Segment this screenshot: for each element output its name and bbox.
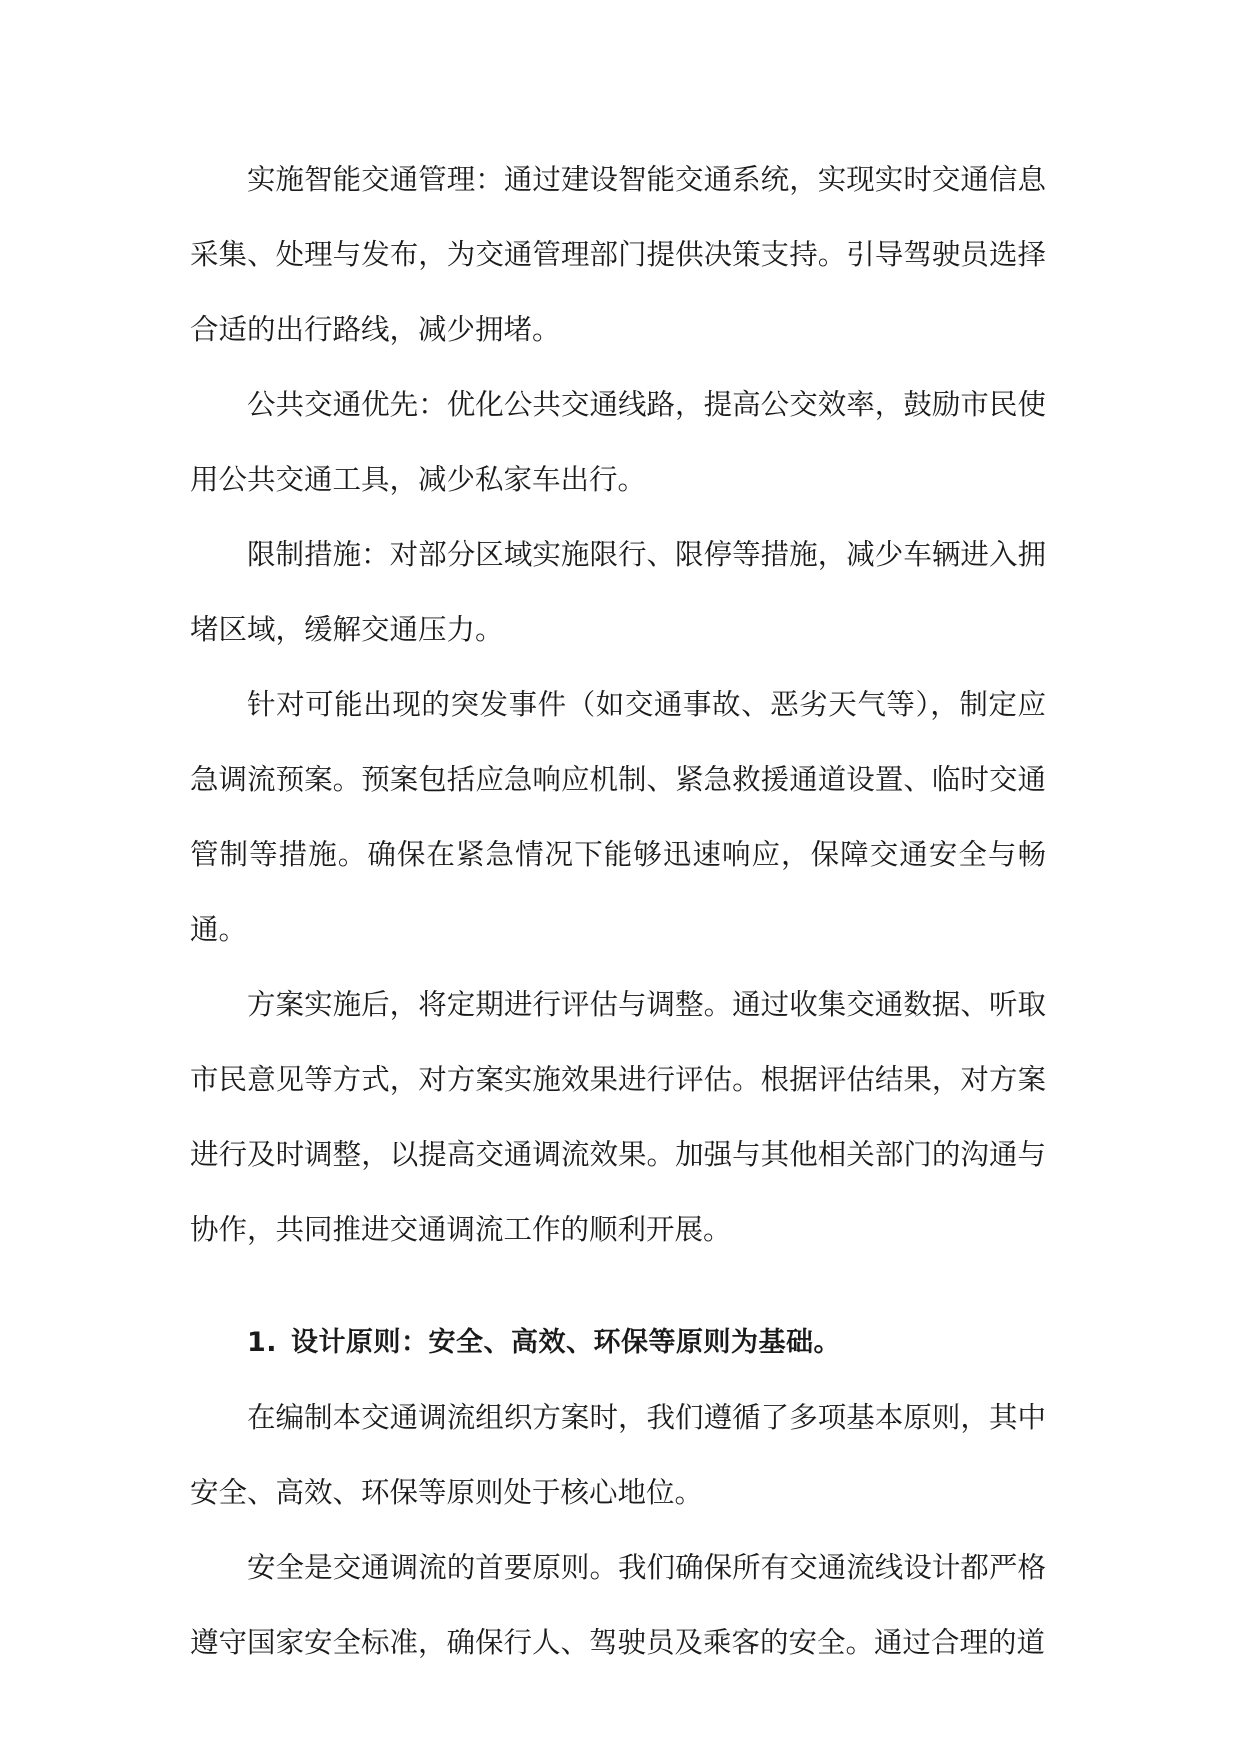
section-title: 设计原则：安全、高效、环保等原则为基础。 <box>291 1327 841 1358</box>
paragraph-safety-principle: 安全是交通调流的首要原则。我们确保所有交通流线设计都严格遵守国家安全标准，确保行人、驾驶员及乘客的安全。通过合理的道 <box>190 1551 1046 1659</box>
section-number: 1. <box>247 1327 278 1358</box>
paragraph-principles-intro: 在编制本交通调流组织方案时，我们遵循了多项基本原则，其中安全、高效、环保等原则处于核心地位。 <box>190 1401 1046 1509</box>
section-heading <box>190 1305 1046 1380</box>
paragraph-smart-traffic: 实施智能交通管理：通过建设智能交通系统，实现实时交通信息采集、处理与发布，为交通管理部门提供决策支持。引导驾驶员选择合适的出行路线，减少拥堵。 <box>190 163 1046 346</box>
document-body <box>190 142 1046 1680</box>
paragraph-restrictions: 限制措施：对部分区域实施限行、限停等措施，减少车辆进入拥堵区域，缓解交通压力。 <box>190 538 1046 646</box>
paragraph-evaluation: 方案实施后，将定期进行评估与调整。通过收集交通数据、听取市民意见等方式，对方案实施效果进行评估。根据评估结果，对方案进行及时调整，以提高交通调流效果。加强与其他相关部门的沟通与协作，共同推进交通调流工作的顺利开展。 <box>190 988 1046 1246</box>
paragraph-emergency-plan: 针对可能出现的突发事件（如交通事故、恶劣天气等），制定应急调流预案。预案包括应急响应机制、紧急救援通道设置、临时交通管制等措施。确保在紧急情况下能够迅速响应，保障交通安全与畅通。 <box>190 688 1046 946</box>
paragraph-public-transit: 公共交通优先：优化公共交通线路，提高公交效率，鼓励市民使用公共交通工具，减少私家车出行。 <box>190 388 1046 496</box>
